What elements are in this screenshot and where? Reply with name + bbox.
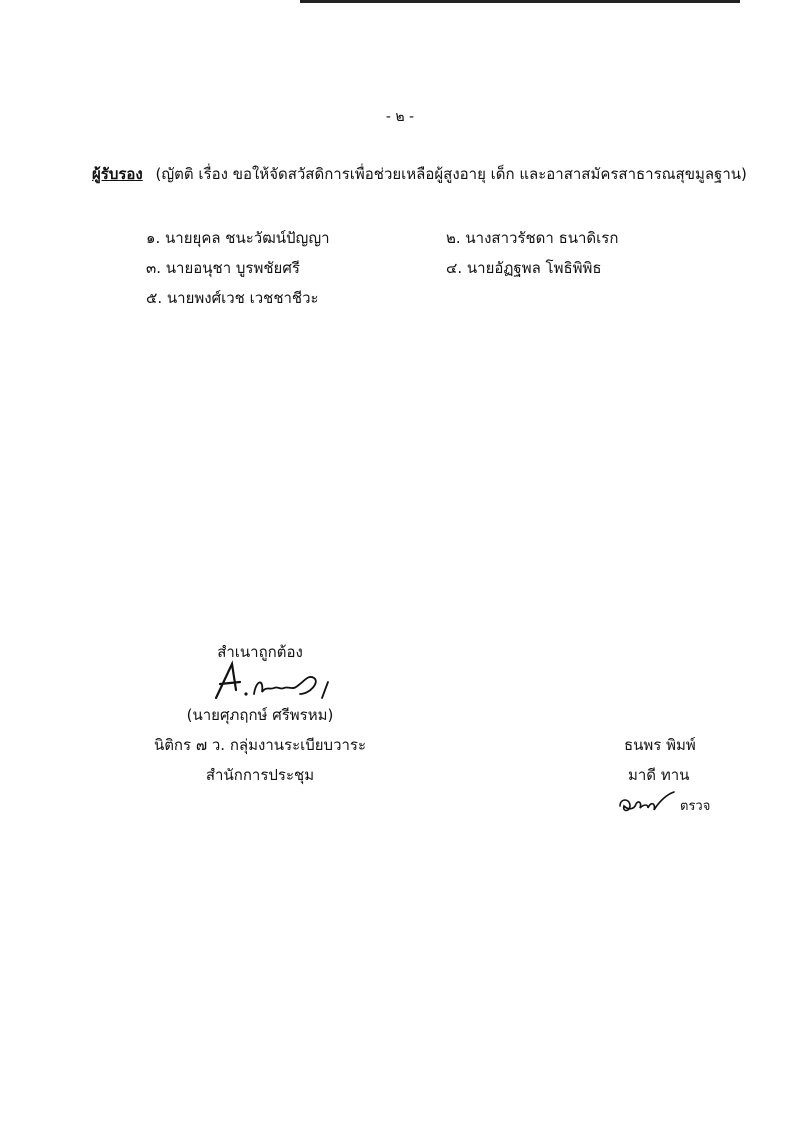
sponsors-heading [92, 162, 782, 186]
scan-edge-line [300, 0, 740, 3]
typed-by: ธนพร พิมพ์ [624, 736, 696, 754]
checked-by-name: มาดี ทาน [628, 766, 690, 784]
page-number: - ๒ - [385, 109, 415, 125]
checked-label: ตรวจ [680, 799, 711, 814]
certifier-position: นิติกร ๗ ว. กลุ่มงานระเบียบวาระ [153, 736, 367, 754]
motion-title: (ญัตติ เรื่อง ขอให้จัดสวัสดิการเพื่อช่วยเหลือผู้สูงอายุ เด็ก และอาสาสมัครสาธารณสุขมูลฐาน) [155, 165, 747, 183]
certified-copy-label: สำเนาถูกต้อง [217, 643, 303, 661]
handwritten-signature [196, 660, 346, 702]
certifier-office: สำนักการประชุม [205, 766, 315, 784]
sponsor-item: ๔. นายอัฏฐพล โพธิพิพิธ [446, 259, 602, 277]
sponsor-item: ๓. นายอนุชา บูรพชัยศรี [146, 259, 300, 277]
sponsors-label: ผู้รับรอง [92, 165, 143, 183]
handwritten-initials [616, 788, 678, 816]
sponsor-item: ๕. นายพงศ์เวช เวชชาชีวะ [146, 289, 319, 307]
sponsor-item: ๑. นายยุคล ชนะวัฒน์ปัญญา [146, 229, 330, 247]
certifier-name: (นายศุภฤกษ์ ศรีพรหม) [186, 706, 334, 724]
sponsor-item: ๒. นางสาวรัชดา ธนาดิเรก [446, 229, 619, 247]
